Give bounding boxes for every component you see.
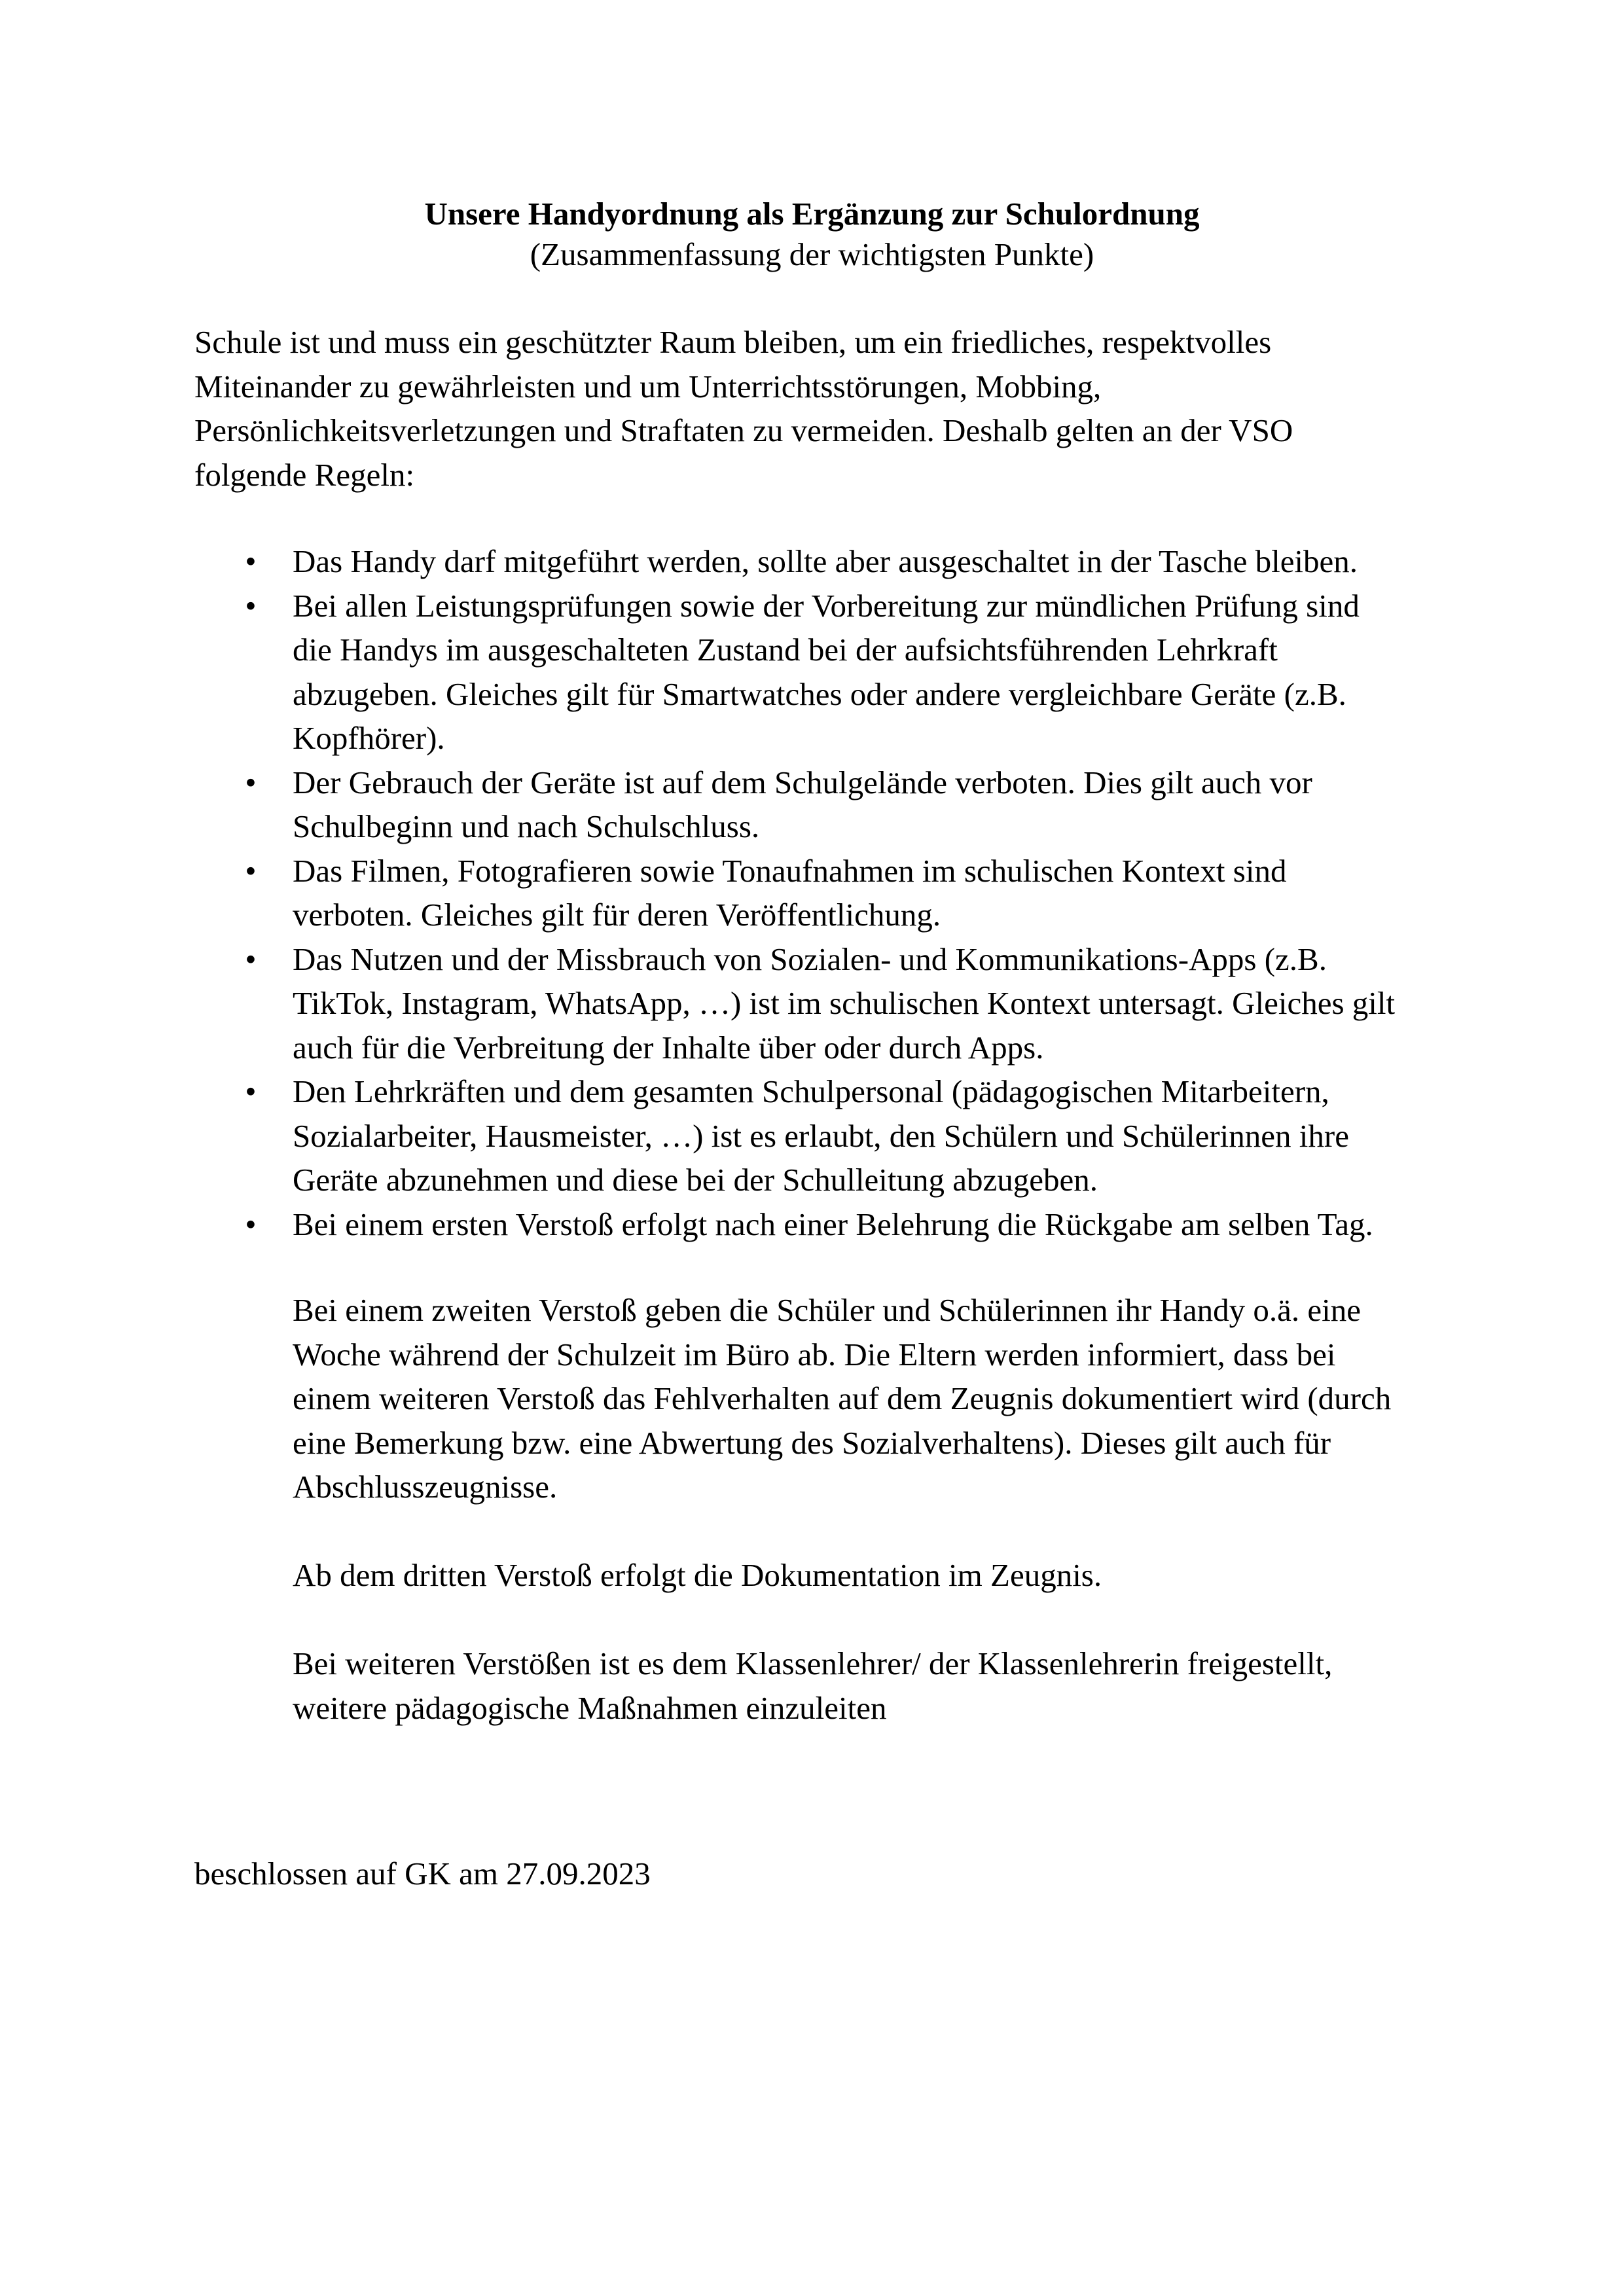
rule-item — [194, 539, 1438, 584]
consequence-line: eine Bemerkung bzw. eine Abwertung des Sozialverhaltens). Dieses gilt auch für — [293, 1424, 1331, 1461]
rule-item — [194, 1069, 1438, 1202]
consequence-line: weitere pädagogische Maßnahmen einzuleiten — [293, 1689, 887, 1726]
adoption-note: beschlossen auf GK am 27.09.2023 — [194, 1856, 651, 1892]
consequence-line: Abschlusszeugnisse. — [293, 1469, 558, 1505]
rule-line: die Handys im ausgeschalteten Zustand bei der aufsichtsführenden Lehrkraft — [293, 632, 1278, 668]
rule-line: Den Lehrkräften und dem gesamten Schulpersonal (pädagogischen Mitarbeitern, — [293, 1073, 1329, 1109]
rule-line: Bei einem ersten Verstoß erfolgt nach einer Belehrung die Rückgabe am selben Tag. — [293, 1206, 1373, 1242]
rule-item — [194, 937, 1438, 1070]
rule-line: Bei allen Leistungsprüfungen sowie der Vorbereitung zur mündlichen Prüfung sind — [293, 587, 1360, 624]
rule-line: Das Handy darf mitgeführt werden, sollte aber ausgeschaltet in der Tasche bleiben. — [293, 543, 1358, 579]
bullet-icon: • — [245, 764, 257, 800]
rule-line: Der Gebrauch der Geräte ist auf dem Schulgelände verboten. Dies gilt auch vor — [293, 764, 1312, 800]
consequences-section — [293, 1288, 1471, 1774]
intro-line: Miteinander zu gewährleisten und um Unterrichtsstörungen, Mobbing, — [194, 368, 1102, 404]
rules-list — [194, 539, 1438, 1246]
rule-line: Schulbeginn und nach Schulschluss. — [293, 808, 760, 844]
rule-line: Sozialarbeiter, Hausmeister, …) ist es erlaubt, den Schülern und Schülerinnen ihre — [293, 1117, 1349, 1154]
consequence-line: Bei weiteren Verstößen ist es dem Klassenlehrer/ der Klassenlehrerin freigestellt, — [293, 1645, 1333, 1681]
intro-line: Schule ist und muss ein geschützter Raum bleiben, um ein friedliches, respektvolles — [194, 324, 1272, 360]
intro-line: Persönlichkeitsverletzungen und Straftaten zu vermeiden. Deshalb gelten an der VSO — [194, 412, 1293, 448]
document-title: Unsere Handyordnung als Ergänzung zur Schulordnung — [424, 196, 1200, 232]
rule-line: auch für die Verbreitung der Inhalte über oder durch Apps. — [293, 1029, 1044, 1066]
consequence-third-violation — [293, 1553, 1471, 1598]
rule-line: Geräte abzunehmen und diese bei der Schulleitung abzugeben. — [293, 1162, 1098, 1198]
bullet-icon: • — [245, 941, 257, 977]
consequence-line: Ab dem dritten Verstoß erfolgt die Dokumentation im Zeugnis. — [293, 1557, 1102, 1593]
rule-item — [194, 1202, 1438, 1247]
title-block — [0, 194, 1624, 275]
intro-line: folgende Regeln: — [194, 456, 415, 493]
rule-line: Kopfhörer). — [293, 720, 445, 756]
consequence-line: einem weiteren Verstoß das Fehlverhalten auf dem Zeugnis dokumentiert wird (durch — [293, 1380, 1392, 1416]
consequence-second-violation — [293, 1288, 1471, 1509]
bullet-icon: • — [245, 587, 257, 624]
bullet-icon: • — [245, 1206, 257, 1242]
rule-line: abzugeben. Gleiches gilt für Smartwatches oder andere vergleichbare Geräte (z.B. — [293, 675, 1346, 712]
intro-paragraph — [194, 320, 1438, 497]
document-subtitle: (Zusammenfassung der wichtigsten Punkte) — [530, 236, 1094, 272]
consequence-line: Bei einem zweiten Verstoß geben die Schüler und Schülerinnen ihr Handy o.ä. eine — [293, 1292, 1361, 1328]
rule-line: TikTok, Instagram, WhatsApp, …) ist im schulischen Kontext untersagt. Gleiches gilt — [293, 985, 1396, 1021]
rule-item — [194, 584, 1438, 761]
bullet-icon: • — [245, 852, 257, 889]
rule-line: verboten. Gleiches gilt für deren Veröffentlichung. — [293, 897, 941, 933]
rule-line: Das Filmen, Fotografieren sowie Tonaufnahmen im schulischen Kontext sind — [293, 852, 1287, 889]
bullet-icon: • — [245, 1073, 257, 1109]
bullet-icon: • — [245, 543, 257, 579]
consequence-line: Woche während der Schulzeit im Büro ab. Die Eltern werden informiert, dass bei — [293, 1336, 1336, 1372]
rule-item — [194, 849, 1438, 937]
rule-line: Das Nutzen und der Missbrauch von Sozialen- und Kommunikations-Apps (z.B. — [293, 941, 1327, 977]
rule-item — [194, 761, 1438, 849]
consequence-further-violations — [293, 1641, 1471, 1730]
